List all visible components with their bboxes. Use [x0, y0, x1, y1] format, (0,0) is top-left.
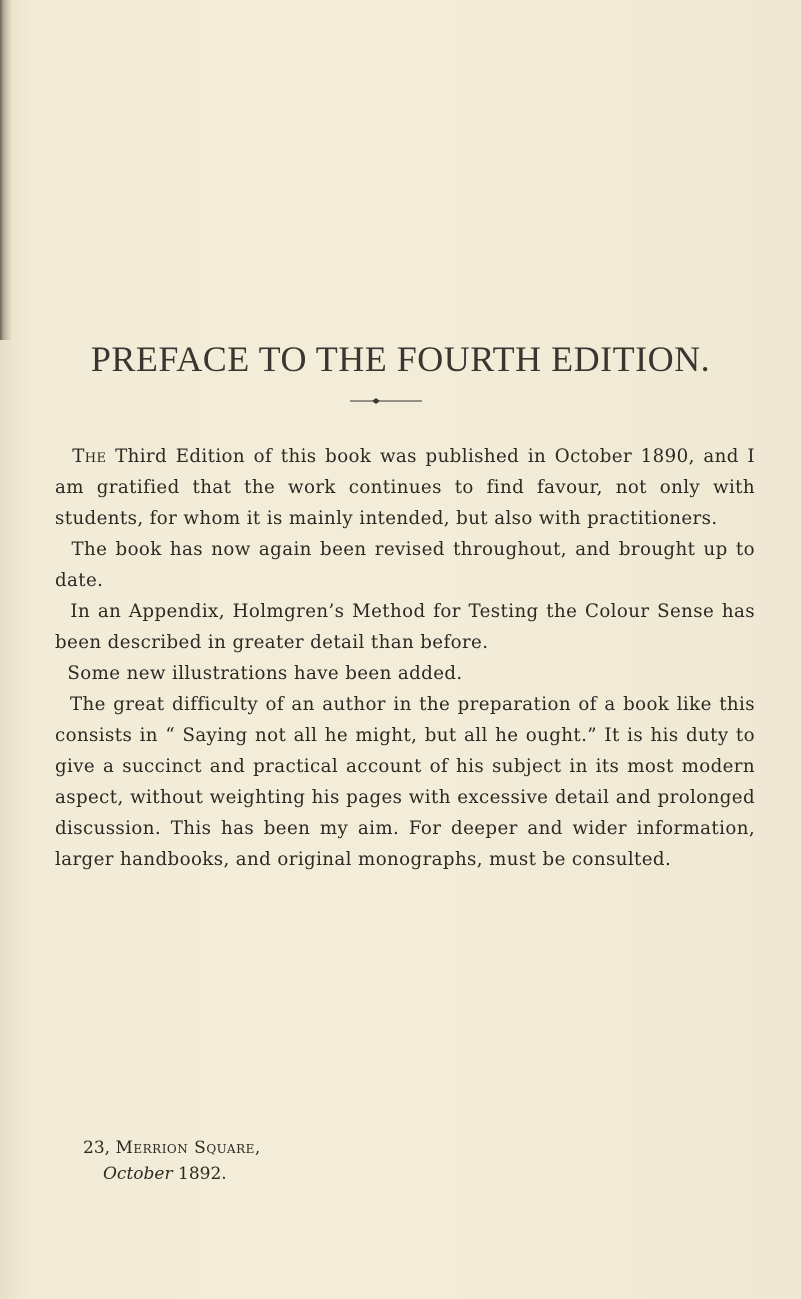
paragraph-2-text: The book has now again been revised throughout, and brought up to date.: [55, 539, 755, 591]
date-month: October: [103, 1164, 173, 1184]
paragraph-4: [55, 658, 755, 689]
page-title: PREFACE TO THE FOURTH EDITION.: [90, 339, 711, 379]
signature-date: [103, 1161, 227, 1187]
paragraph-5-text: The great difficulty of an author in the preparation of a book like this consists in “ Saying not all he might, but all he ought.” It is his duty to give a succinct and practical account of his subject in its most modern aspect, without weighting his pages with excessive detail and prolonged discussion. This has been my aim. For deeper and wider information, larger handbooks, and original monographs, must be consulted.: [55, 694, 755, 870]
preface-body: [55, 441, 755, 875]
date-year: 1892.: [178, 1164, 227, 1184]
title-ornament-divider: [350, 396, 422, 406]
paragraph-3: [55, 596, 755, 658]
paragraph-5: [55, 689, 755, 875]
paragraph-1-text: Third Edition of this book was published in October 1890, and I am gratified that the work continues to find favour, not only with students, for whom it is mainly intended, but also with practitioners.: [55, 446, 755, 529]
paragraph-2: [55, 534, 755, 596]
paragraph-4-text: Some new illustrations have been added.: [67, 663, 463, 684]
paragraph-1-lead: The: [72, 446, 107, 467]
address-number: 23,: [83, 1138, 111, 1158]
signature-address: [83, 1135, 261, 1161]
paragraph-3-text: In an Appendix, Holmgren’s Method for Testing the Colour Sense has been described in greater detail than before.: [55, 601, 755, 653]
paragraph-1: [55, 441, 755, 534]
address-street: Merrion Square,: [115, 1138, 261, 1158]
page-binding-edge: [0, 0, 12, 340]
